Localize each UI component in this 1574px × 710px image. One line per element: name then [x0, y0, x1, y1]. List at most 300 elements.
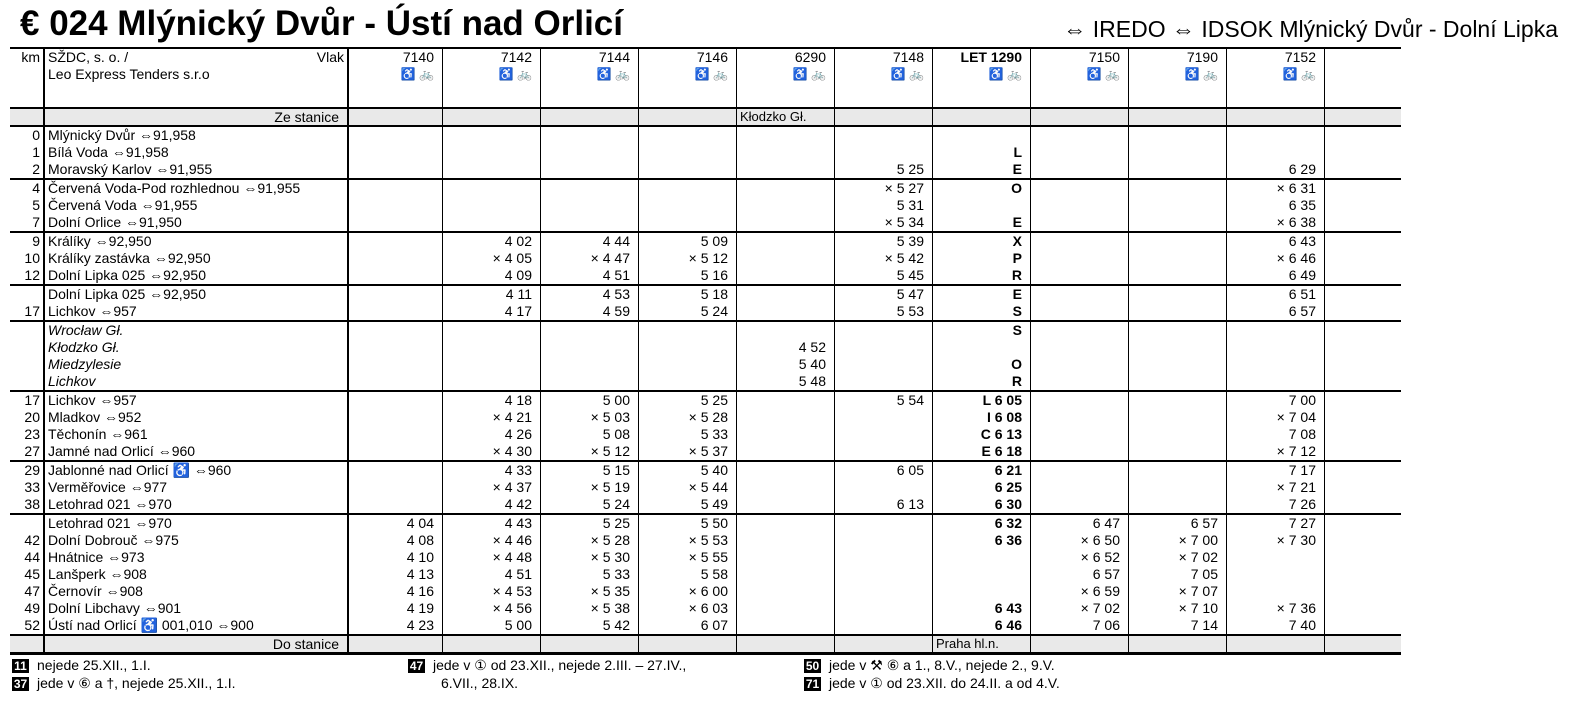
- time-cell: 6 57: [1129, 514, 1227, 532]
- time-cell: 5 00: [443, 617, 541, 635]
- facility-icons: ♿ 🚲: [596, 67, 630, 81]
- time-cell: [737, 179, 835, 197]
- time-cell: × 5 34: [835, 214, 933, 232]
- km-header: km: [10, 48, 44, 108]
- km-cell: [10, 285, 44, 303]
- time-cell: × 4 30: [443, 443, 541, 461]
- note: 6.VII., 28.IX.: [441, 675, 519, 691]
- time-cell: [737, 232, 835, 250]
- time-cell: [348, 267, 443, 285]
- time-cell: [348, 232, 443, 250]
- time-cell: [1227, 356, 1325, 373]
- km-cell: 12: [10, 267, 44, 285]
- time-cell: 4 02: [443, 232, 541, 250]
- time-cell: [835, 409, 933, 426]
- time-cell: 4 51: [443, 566, 541, 583]
- time-cell: 5 00: [541, 391, 639, 409]
- time-cell: × 5 42: [835, 250, 933, 267]
- spacer: [1325, 339, 1402, 356]
- time-cell: [737, 617, 835, 635]
- time-cell: [835, 600, 933, 617]
- time-cell: [737, 583, 835, 600]
- time-cell: 4 33: [443, 461, 541, 479]
- time-cell: [1031, 267, 1129, 285]
- time-cell: [348, 373, 443, 391]
- time-cell: × 4 21: [443, 409, 541, 426]
- km-cell: 49: [10, 600, 44, 617]
- time-cell: [348, 179, 443, 197]
- time-cell: [541, 356, 639, 373]
- time-cell: E: [933, 161, 1031, 179]
- time-cell: × 5 19: [541, 479, 639, 496]
- time-cell: 7 00: [1227, 391, 1325, 409]
- table-row: [10, 214, 1401, 232]
- spacer: [1325, 197, 1402, 214]
- bar-cell: [933, 108, 1031, 126]
- facility-icons: ♿ 🚲: [792, 67, 826, 81]
- time-cell: [1129, 356, 1227, 373]
- timetable: [10, 47, 1401, 655]
- time-cell: × 7 02: [1031, 600, 1129, 617]
- note: 71 jede v ① od 23.XII. do 24.II. a od 4.V.: [805, 675, 1060, 692]
- time-cell: [541, 161, 639, 179]
- time-cell: 6 49: [1227, 267, 1325, 285]
- station-name: Dolní Lipka 025 ⇔92,950: [44, 285, 348, 303]
- time-cell: 6 47: [1031, 514, 1129, 532]
- station-name: Kłodzko Gł.: [44, 339, 348, 356]
- time-cell: [1227, 373, 1325, 391]
- bar-cell: [541, 108, 639, 126]
- time-cell: [737, 250, 835, 267]
- time-cell: × 4 05: [443, 250, 541, 267]
- time-cell: 6 35: [1227, 197, 1325, 214]
- time-cell: [737, 161, 835, 179]
- km-cell: 47: [10, 583, 44, 600]
- spacer: [1325, 391, 1402, 409]
- time-cell: [541, 144, 639, 161]
- bar-cell: [1227, 108, 1325, 126]
- time-cell: [1031, 426, 1129, 443]
- time-cell: [639, 197, 737, 214]
- time-cell: 4 08: [348, 532, 443, 549]
- time-cell: [348, 250, 443, 267]
- time-cell: × 5 35: [541, 583, 639, 600]
- km-cell: [10, 339, 44, 356]
- time-cell: [541, 197, 639, 214]
- time-cell: 5 31: [835, 197, 933, 214]
- km-cell: 17: [10, 391, 44, 409]
- time-cell: × 5 28: [541, 532, 639, 549]
- km-cell: [10, 373, 44, 391]
- time-cell: [348, 339, 443, 356]
- table-row: [10, 161, 1401, 179]
- station-name: Wrocław Gł.: [44, 321, 348, 339]
- table-row: [10, 426, 1401, 443]
- to-station-row: [10, 635, 1401, 654]
- time-cell: × 6 50: [1031, 532, 1129, 549]
- time-cell: 5 24: [639, 303, 737, 321]
- spacer: [1325, 356, 1402, 373]
- time-cell: 7 08: [1227, 426, 1325, 443]
- time-cell: [1031, 161, 1129, 179]
- table-row: [10, 179, 1401, 197]
- time-cell: [1031, 126, 1129, 144]
- table-row: [10, 373, 1401, 391]
- km-cell: 0: [10, 126, 44, 144]
- time-cell: [1031, 303, 1129, 321]
- time-cell: [639, 179, 737, 197]
- time-cell: 7 17: [1227, 461, 1325, 479]
- km-cell: 20: [10, 409, 44, 426]
- station-name: Dolní Orlice ⇔91,950: [44, 214, 348, 232]
- station-name: Jablonné nad Orlicí ♿ ⇔960: [44, 461, 348, 479]
- time-cell: 5 54: [835, 391, 933, 409]
- table-row: [10, 479, 1401, 496]
- time-cell: [639, 339, 737, 356]
- time-cell: [639, 214, 737, 232]
- km-cell: [10, 635, 44, 654]
- time-cell: [1031, 409, 1129, 426]
- time-cell: 7 06: [1031, 617, 1129, 635]
- time-cell: [541, 179, 639, 197]
- time-cell: [639, 126, 737, 144]
- train-number: 7148 ♿ 🚲: [835, 48, 933, 108]
- time-cell: × 4 46: [443, 532, 541, 549]
- bar-cell: [1129, 108, 1227, 126]
- operator-line2: Leo Express Tenders s.r.o: [48, 66, 210, 82]
- time-cell: 4 10: [348, 549, 443, 566]
- station-name: Ústí nad Orlicí ♿ 001,010 ⇔900: [44, 617, 348, 635]
- time-cell: 5 33: [639, 426, 737, 443]
- time-cell: O: [933, 179, 1031, 197]
- time-cell: [835, 373, 933, 391]
- operator-cell: [44, 48, 348, 108]
- station-name: Králíky zastávka ⇔92,950: [44, 250, 348, 267]
- time-cell: × 7 12: [1227, 443, 1325, 461]
- time-cell: [933, 566, 1031, 583]
- time-cell: × 5 38: [541, 600, 639, 617]
- time-cell: 6 32: [933, 514, 1031, 532]
- spacer: [1325, 267, 1402, 285]
- bar-cell: Praha hl.n.: [933, 635, 1031, 654]
- time-cell: L: [933, 144, 1031, 161]
- table-row: [10, 443, 1401, 461]
- from-station-row-label: Ze stanice: [44, 108, 348, 126]
- time-cell: [348, 285, 443, 303]
- spacer: [1325, 373, 1402, 391]
- time-cell: [1129, 267, 1227, 285]
- station-name: Bílá Voda ⇔91,958: [44, 144, 348, 161]
- table-row: [10, 532, 1401, 549]
- station-name: Lichkov ⇔957: [44, 303, 348, 321]
- time-cell: [1031, 321, 1129, 339]
- time-cell: [1129, 144, 1227, 161]
- spacer: [1325, 549, 1402, 566]
- time-cell: [1129, 285, 1227, 303]
- table-row: [10, 144, 1401, 161]
- time-cell: 5 15: [541, 461, 639, 479]
- station-name: Černovír ⇔908: [44, 583, 348, 600]
- time-cell: E: [933, 285, 1031, 303]
- time-cell: [1031, 356, 1129, 373]
- time-cell: [1129, 443, 1227, 461]
- station-name: Dolní Lipka 025 ⇔92,950: [44, 267, 348, 285]
- time-cell: [1129, 339, 1227, 356]
- table-row: [10, 321, 1401, 339]
- time-cell: 4 09: [443, 267, 541, 285]
- time-cell: × 7 21: [1227, 479, 1325, 496]
- time-cell: X: [933, 232, 1031, 250]
- time-cell: [835, 126, 933, 144]
- time-cell: [541, 373, 639, 391]
- bar-cell: [835, 108, 933, 126]
- spacer: [1325, 48, 1402, 108]
- table-row: [10, 250, 1401, 267]
- table-row: [10, 391, 1401, 409]
- time-cell: [737, 144, 835, 161]
- time-cell: 7 05: [1129, 566, 1227, 583]
- time-cell: 4 59: [541, 303, 639, 321]
- spacer: [1325, 514, 1402, 532]
- to-station-row-label: Do stanice: [44, 635, 348, 654]
- time-cell: × 5 28: [639, 409, 737, 426]
- km-cell: 9: [10, 232, 44, 250]
- bar-cell: [1227, 635, 1325, 654]
- table-row: [10, 600, 1401, 617]
- spacer: [1325, 250, 1402, 267]
- table-row: [10, 514, 1401, 532]
- time-cell: [737, 303, 835, 321]
- time-cell: [933, 549, 1031, 566]
- time-cell: [1031, 250, 1129, 267]
- table-row: [10, 197, 1401, 214]
- time-cell: × 7 00: [1129, 532, 1227, 549]
- time-cell: [639, 321, 737, 339]
- time-cell: [348, 461, 443, 479]
- time-cell: [1129, 426, 1227, 443]
- station-name: Miedzylesie: [44, 356, 348, 373]
- spacer: [1325, 321, 1402, 339]
- facility-icons: ♿ 🚲: [988, 67, 1022, 81]
- station-name: Dolní Dobrouč ⇔975: [44, 532, 348, 549]
- time-cell: × 4 37: [443, 479, 541, 496]
- time-cell: [348, 409, 443, 426]
- time-cell: × 6 03: [639, 600, 737, 617]
- time-cell: 6 46: [933, 617, 1031, 635]
- spacer: [1325, 126, 1402, 144]
- time-cell: [348, 161, 443, 179]
- km-cell: 38: [10, 496, 44, 514]
- time-cell: 5 48: [737, 373, 835, 391]
- time-cell: [1129, 126, 1227, 144]
- time-cell: [443, 214, 541, 232]
- time-cell: [1129, 479, 1227, 496]
- train-number: 7142 ♿ 🚲: [443, 48, 541, 108]
- time-cell: 5 42: [541, 617, 639, 635]
- time-cell: [348, 303, 443, 321]
- time-cell: 5 25: [541, 514, 639, 532]
- time-cell: 7 27: [1227, 514, 1325, 532]
- time-cell: × 5 12: [639, 250, 737, 267]
- facility-icons: ♿ 🚲: [694, 67, 728, 81]
- time-cell: [835, 479, 933, 496]
- station-name: Verměřovice ⇔977: [44, 479, 348, 496]
- time-cell: I 6 08: [933, 409, 1031, 426]
- time-cell: [835, 566, 933, 583]
- spacer: [1325, 426, 1402, 443]
- time-cell: [737, 197, 835, 214]
- time-cell: [348, 126, 443, 144]
- time-cell: [1227, 566, 1325, 583]
- time-cell: [933, 583, 1031, 600]
- km-cell: 42: [10, 532, 44, 549]
- time-cell: [737, 479, 835, 496]
- time-cell: 5 33: [541, 566, 639, 583]
- time-cell: × 6 46: [1227, 250, 1325, 267]
- time-cell: 4 51: [541, 267, 639, 285]
- station-name: Lanšperk ⇔908: [44, 566, 348, 583]
- time-cell: 5 45: [835, 267, 933, 285]
- time-cell: 5 24: [541, 496, 639, 514]
- time-cell: [835, 321, 933, 339]
- time-cell: 4 18: [443, 391, 541, 409]
- station-name: Králíky ⇔92,950: [44, 232, 348, 250]
- table-row: [10, 617, 1401, 635]
- time-cell: 5 58: [639, 566, 737, 583]
- time-cell: 5 49: [639, 496, 737, 514]
- time-cell: [835, 514, 933, 532]
- time-cell: 6 07: [639, 617, 737, 635]
- time-cell: [1227, 144, 1325, 161]
- time-cell: 7 40: [1227, 617, 1325, 635]
- time-cell: × 6 52: [1031, 549, 1129, 566]
- time-cell: 6 29: [1227, 161, 1325, 179]
- time-cell: L 6 05: [933, 391, 1031, 409]
- time-cell: × 7 02: [1129, 549, 1227, 566]
- time-cell: [835, 532, 933, 549]
- time-cell: × 7 07: [1129, 583, 1227, 600]
- time-cell: [1031, 443, 1129, 461]
- time-cell: 6 21: [933, 461, 1031, 479]
- table-row: [10, 461, 1401, 479]
- time-cell: C 6 13: [933, 426, 1031, 443]
- station-name: Lichkov ⇔957: [44, 391, 348, 409]
- note: 47 jede v ① od 23.XII., nejede 2.III. – 27.IV.,: [409, 657, 687, 674]
- time-cell: [835, 583, 933, 600]
- train-number: 7152 ♿ 🚲: [1227, 48, 1325, 108]
- time-cell: [443, 144, 541, 161]
- time-cell: [348, 391, 443, 409]
- time-cell: 4 26: [443, 426, 541, 443]
- time-cell: 5 40: [737, 356, 835, 373]
- time-cell: 6 30: [933, 496, 1031, 514]
- time-cell: [1227, 321, 1325, 339]
- time-cell: [737, 443, 835, 461]
- spacer: [1325, 443, 1402, 461]
- time-cell: [933, 126, 1031, 144]
- time-cell: [1031, 461, 1129, 479]
- station-name: Mlýnický Dvůr ⇔91,958: [44, 126, 348, 144]
- time-cell: × 6 59: [1031, 583, 1129, 600]
- time-cell: × 4 47: [541, 250, 639, 267]
- time-cell: × 5 53: [639, 532, 737, 549]
- train-number: 7150 ♿ 🚲: [1031, 48, 1129, 108]
- km-cell: 23: [10, 426, 44, 443]
- time-cell: [737, 126, 835, 144]
- time-cell: [737, 496, 835, 514]
- table-row: [10, 496, 1401, 514]
- station-name: Těchonín ⇔961: [44, 426, 348, 443]
- station-name: Letohrad 021 ⇔970: [44, 514, 348, 532]
- spacer: [1325, 617, 1402, 635]
- time-cell: 4 52: [737, 339, 835, 356]
- time-cell: [541, 214, 639, 232]
- facility-icons: ♿ 🚲: [498, 67, 532, 81]
- train-number: LET 1290 ♿ 🚲: [933, 48, 1031, 108]
- time-cell: 5 47: [835, 285, 933, 303]
- time-cell: [348, 426, 443, 443]
- train-number: 7140 ♿ 🚲: [348, 48, 443, 108]
- time-cell: 5 39: [835, 232, 933, 250]
- spacer: [1325, 214, 1402, 232]
- time-cell: [835, 339, 933, 356]
- time-cell: P: [933, 250, 1031, 267]
- facility-icons: ♿ 🚲: [1282, 67, 1316, 81]
- train-number: 6290 ♿ 🚲: [737, 48, 835, 108]
- time-cell: 4 13: [348, 566, 443, 583]
- km-cell: 29: [10, 461, 44, 479]
- spacer: [1325, 496, 1402, 514]
- time-cell: 5 16: [639, 267, 737, 285]
- station-name: Mladkov ⇔952: [44, 409, 348, 426]
- note: 37 jede v ⑥ a †, nejede 25.XII., 1.I.: [13, 675, 236, 692]
- time-cell: × 7 10: [1129, 600, 1227, 617]
- time-cell: 6 43: [933, 600, 1031, 617]
- time-cell: [1129, 496, 1227, 514]
- time-cell: [1129, 214, 1227, 232]
- time-cell: [443, 179, 541, 197]
- table-row: [10, 549, 1401, 566]
- time-cell: [1129, 197, 1227, 214]
- time-cell: [541, 126, 639, 144]
- time-cell: × 6 38: [1227, 214, 1325, 232]
- time-cell: [1031, 285, 1129, 303]
- time-cell: [348, 321, 443, 339]
- spacer: [1325, 583, 1402, 600]
- station-name: Jamné nad Orlicí ⇔960: [44, 443, 348, 461]
- spacer: [1325, 144, 1402, 161]
- time-cell: 5 09: [639, 232, 737, 250]
- bar-cell: [737, 635, 835, 654]
- time-cell: 6 57: [1031, 566, 1129, 583]
- page-header: [0, 0, 1574, 46]
- station-name: Letohrad 021 ⇔970: [44, 496, 348, 514]
- time-cell: [1031, 232, 1129, 250]
- time-cell: 4 44: [541, 232, 639, 250]
- time-cell: [737, 532, 835, 549]
- time-cell: [737, 214, 835, 232]
- time-cell: [443, 373, 541, 391]
- from-station-row: [10, 108, 1401, 126]
- time-cell: [1031, 373, 1129, 391]
- time-cell: × 5 37: [639, 443, 737, 461]
- station-name: Červená Voda ⇔91,955: [44, 197, 348, 214]
- bar-cell: [1129, 635, 1227, 654]
- time-cell: × 7 04: [1227, 409, 1325, 426]
- km-cell: [10, 356, 44, 373]
- time-cell: 7 14: [1129, 617, 1227, 635]
- table-row: [10, 356, 1401, 373]
